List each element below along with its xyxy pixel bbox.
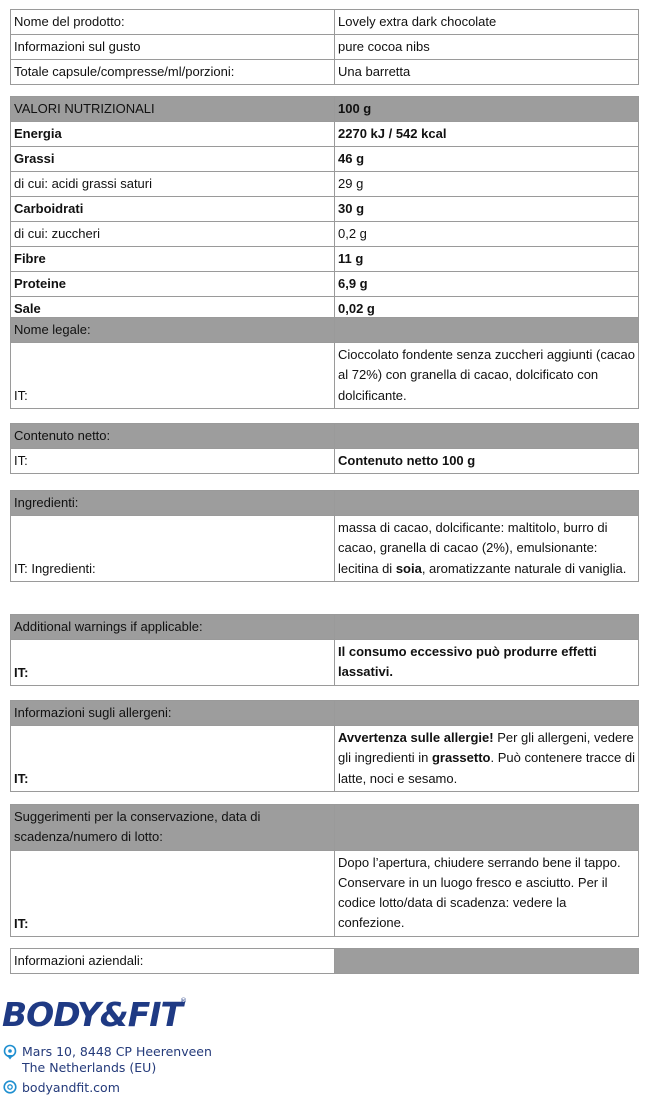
storage-table [10,804,639,937]
storage-value: Dopo l’apertura, chiudere serrando bene il tappo. Conservare in un luogo fresco e asciutto. Per il codice lotto/data di scadenza: vedere la confezione. [335,850,639,936]
website-globe-icon [3,1080,17,1094]
flavor-label: Informazioni sul gusto [11,35,335,60]
ingredients-header: Ingredienti: [11,491,335,516]
nutrient-label: di cui: acidi grassi saturi [11,172,335,197]
nutrient-label: Grassi [11,147,335,172]
flavor-value: pure cocoa nibs [335,35,639,60]
nutrient-value: 2270 kJ / 542 kcal [335,122,639,147]
servings-value: Una barretta [335,60,639,85]
nutrient-value: 6,9 g [335,272,639,297]
nutrient-value: 11 g [335,247,639,272]
nutrient-label: Sale [11,297,335,322]
allergens-bold-word: grassetto [431,750,491,766]
table-row [11,850,639,936]
legal-name-header: Nome legale: [11,318,335,343]
table-row [11,949,639,974]
product-name-label: Nome del prodotto: [11,10,335,35]
table-row [11,197,639,222]
table-row [11,60,639,85]
section-header-row [11,805,639,851]
ingredients-table [10,490,639,582]
allergen-highlight: soia [395,560,422,576]
company-filler [335,949,639,974]
allergens-value [335,726,639,792]
section-header-row [11,424,639,449]
nutrition-header: VALORI NUTRIZIONALI [11,97,335,122]
section-header-row [11,491,639,516]
table-row [11,343,639,409]
table-row [11,147,639,172]
table-row [11,726,639,792]
table-row [11,272,639,297]
product-info-table [10,9,639,85]
net-content-lang: IT: [11,449,335,474]
nutrition-table [10,96,639,322]
legal-name-value: Cioccolato fondente senza zuccheri aggiunti (cacao al 72%) con granella di cacao, dolcificato con dolcificante. [335,343,639,409]
legal-name-lang: IT: [11,343,335,409]
section-header-row [11,318,639,343]
header-filler [335,615,639,640]
net-content-header: Contenuto netto: [11,424,335,449]
header-filler [335,701,639,726]
legal-name-table [10,317,639,409]
nutrient-label: di cui: zuccheri [11,222,335,247]
product-name-value: Lovely extra dark chocolate [335,10,639,35]
location-pin-icon [3,1044,17,1060]
ingredients-text: massa di cacao, dolcificante: maltitolo, burro di cacao, granella di cacao (2%), emulsionante: lecitina di [338,520,608,576]
table-row [11,172,639,197]
table-row [11,449,639,474]
servings-label: Totale capsule/compresse/ml/porzioni: [11,60,335,85]
warnings-header: Additional warnings if applicable: [11,615,335,640]
company-table [10,948,639,974]
nutrient-label: Carboidrati [11,197,335,222]
storage-header: Suggerimenti per la conservazione, data di scadenza/numero di lotto: [11,805,335,851]
allergens-lang: IT: [11,726,335,792]
table-row [11,247,639,272]
section-header-row [11,701,639,726]
warnings-lang: IT: [11,640,335,686]
header-filler [335,424,639,449]
registered-mark: ® [180,997,187,1005]
address-line-1: Mars 10, 8448 CP Heerenveen [22,1044,212,1059]
ingredients-value [335,516,639,582]
website-link[interactable]: bodyandfit.com [22,1080,120,1095]
section-header-row [11,615,639,640]
table-row [11,35,639,60]
table-row [11,222,639,247]
allergy-warning-lead: Avvertenza sulle allergie! [338,730,494,745]
nutrient-value: 0,2 g [335,222,639,247]
nutrition-header-value: 100 g [335,97,639,122]
allergens-header: Informazioni sugli allergeni: [11,701,335,726]
table-row [11,516,639,582]
address-line-2: The Netherlands (EU) [22,1060,157,1075]
net-content-value: Contenuto netto 100 g [335,449,639,474]
table-row [11,10,639,35]
net-content-table [10,423,639,474]
allergens-table [10,700,639,792]
body-and-fit-logo [2,994,202,1034]
nutrient-value: 30 g [335,197,639,222]
ingredients-lang: IT: Ingredienti: [11,516,335,582]
nutrient-value: 0,02 g [335,297,639,322]
nutrition-header-row [11,97,639,122]
allergens-text: Per gli allergeni, vedere gli ingredienti in [338,730,634,766]
table-row [11,122,639,147]
table-row [11,640,639,686]
warnings-table [10,614,639,686]
nutrient-label: Proteine [11,272,335,297]
header-filler [335,491,639,516]
logo-text: BODY&FIT [2,995,183,1034]
company-header: Informazioni aziendali: [11,949,335,974]
header-filler [335,805,639,851]
storage-lang: IT: [11,850,335,936]
nutrient-value: 46 g [335,147,639,172]
ingredients-text-end: , aromatizzante naturale di vaniglia. [421,560,627,576]
warnings-value: Il consumo eccessivo può produrre effetti lassativi. [335,640,639,686]
nutrient-label: Fibre [11,247,335,272]
nutrient-label: Energia [11,122,335,147]
allergens-text-end: . Può contenere tracce di latte, noci e sesamo. [338,750,636,786]
header-filler [335,318,639,343]
nutrient-value: 29 g [335,172,639,197]
